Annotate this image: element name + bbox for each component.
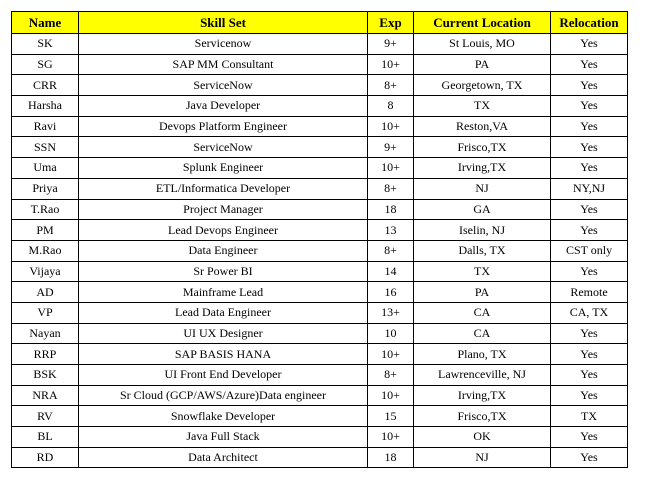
table-row: [12, 261, 628, 282]
name-cell: RV: [12, 406, 79, 427]
table-row: [12, 447, 628, 468]
table-row: [12, 54, 628, 75]
relocation-cell: CST only: [551, 240, 628, 261]
exp-cell: 10+: [368, 158, 414, 179]
relocation-cell: Yes: [551, 158, 628, 179]
current-location-cell: Plano, TX: [414, 344, 551, 365]
relocation-cell: Yes: [551, 365, 628, 386]
exp-cell: 14: [368, 261, 414, 282]
skill-set-cell: Lead Devops Engineer: [79, 220, 368, 241]
column-header-relocation: Relocation: [551, 12, 628, 34]
relocation-cell: Yes: [551, 54, 628, 75]
name-cell: PM: [12, 220, 79, 241]
exp-cell: 15: [368, 406, 414, 427]
current-location-cell: Frisco,TX: [414, 137, 551, 158]
skill-set-cell: Lead Data Engineer: [79, 302, 368, 323]
name-cell: Harsha: [12, 96, 79, 117]
name-cell: Nayan: [12, 323, 79, 344]
column-header-current-location: Current Location: [414, 12, 551, 34]
exp-cell: 9+: [368, 137, 414, 158]
table-row: [12, 282, 628, 303]
table-row: [12, 427, 628, 448]
relocation-cell: Yes: [551, 220, 628, 241]
exp-cell: 8+: [368, 240, 414, 261]
relocation-cell: Yes: [551, 323, 628, 344]
header-row: [12, 12, 628, 34]
skill-set-cell: Devops Platform Engineer: [79, 116, 368, 137]
table-row: [12, 406, 628, 427]
table-row: [12, 75, 628, 96]
table-row: [12, 385, 628, 406]
name-cell: AD: [12, 282, 79, 303]
table-row: [12, 344, 628, 365]
current-location-cell: PA: [414, 282, 551, 303]
table-row: [12, 116, 628, 137]
name-cell: RD: [12, 447, 79, 468]
relocation-cell: Yes: [551, 199, 628, 220]
relocation-cell: Yes: [551, 34, 628, 55]
exp-cell: 10+: [368, 344, 414, 365]
exp-cell: 13: [368, 220, 414, 241]
relocation-cell: NY,NJ: [551, 178, 628, 199]
table-row: [12, 365, 628, 386]
name-cell: VP: [12, 302, 79, 323]
table-container: [11, 11, 628, 468]
table-row: [12, 178, 628, 199]
skill-set-cell: ServiceNow: [79, 75, 368, 96]
candidate-table: [11, 11, 628, 468]
table-row: [12, 158, 628, 179]
relocation-cell: Yes: [551, 344, 628, 365]
skill-set-cell: Servicenow: [79, 34, 368, 55]
name-cell: NRA: [12, 385, 79, 406]
skill-set-cell: Data Architect: [79, 447, 368, 468]
current-location-cell: NJ: [414, 178, 551, 199]
current-location-cell: TX: [414, 261, 551, 282]
table-row: [12, 220, 628, 241]
skill-set-cell: Data Engineer: [79, 240, 368, 261]
exp-cell: 10: [368, 323, 414, 344]
skill-set-cell: SAP BASIS HANA: [79, 344, 368, 365]
current-location-cell: CA: [414, 302, 551, 323]
table-row: [12, 34, 628, 55]
exp-cell: 10+: [368, 385, 414, 406]
relocation-cell: Yes: [551, 75, 628, 96]
skill-set-cell: Java Developer: [79, 96, 368, 117]
skill-set-cell: UI UX Designer: [79, 323, 368, 344]
relocation-cell: Remote: [551, 282, 628, 303]
skill-set-cell: Splunk Engineer: [79, 158, 368, 179]
current-location-cell: Reston,VA: [414, 116, 551, 137]
skill-set-cell: Sr Cloud (GCP/AWS/Azure)Data engineer: [79, 385, 368, 406]
relocation-cell: Yes: [551, 96, 628, 117]
relocation-cell: Yes: [551, 385, 628, 406]
current-location-cell: Dalls, TX: [414, 240, 551, 261]
name-cell: SK: [12, 34, 79, 55]
exp-cell: 10+: [368, 54, 414, 75]
relocation-cell: Yes: [551, 137, 628, 158]
name-cell: Vijaya: [12, 261, 79, 282]
skill-set-cell: Sr Power BI: [79, 261, 368, 282]
current-location-cell: PA: [414, 54, 551, 75]
skill-set-cell: SAP MM Consultant: [79, 54, 368, 75]
name-cell: Uma: [12, 158, 79, 179]
exp-cell: 18: [368, 199, 414, 220]
name-cell: Ravi: [12, 116, 79, 137]
current-location-cell: Irving,TX: [414, 385, 551, 406]
name-cell: T.Rao: [12, 199, 79, 220]
current-location-cell: NJ: [414, 447, 551, 468]
current-location-cell: Irving,TX: [414, 158, 551, 179]
current-location-cell: Frisco,TX: [414, 406, 551, 427]
current-location-cell: Georgetown, TX: [414, 75, 551, 96]
name-cell: SG: [12, 54, 79, 75]
current-location-cell: St Louis, MO: [414, 34, 551, 55]
relocation-cell: Yes: [551, 447, 628, 468]
exp-cell: 8+: [368, 178, 414, 199]
table-row: [12, 302, 628, 323]
relocation-cell: Yes: [551, 261, 628, 282]
exp-cell: 10+: [368, 116, 414, 137]
exp-cell: 16: [368, 282, 414, 303]
skill-set-cell: ServiceNow: [79, 137, 368, 158]
relocation-cell: TX: [551, 406, 628, 427]
name-cell: SSN: [12, 137, 79, 158]
current-location-cell: GA: [414, 199, 551, 220]
skill-set-cell: UI Front End Developer: [79, 365, 368, 386]
name-cell: M.Rao: [12, 240, 79, 261]
current-location-cell: Iselin, NJ: [414, 220, 551, 241]
exp-cell: 18: [368, 447, 414, 468]
column-header-name: Name: [12, 12, 79, 34]
name-cell: BL: [12, 427, 79, 448]
name-cell: CRR: [12, 75, 79, 96]
column-header-exp: Exp: [368, 12, 414, 34]
column-header-skill-set: Skill Set: [79, 12, 368, 34]
table-row: [12, 323, 628, 344]
relocation-cell: CA, TX: [551, 302, 628, 323]
skill-set-cell: Mainframe Lead: [79, 282, 368, 303]
table-body: [12, 34, 628, 468]
skill-set-cell: Java Full Stack: [79, 427, 368, 448]
exp-cell: 8+: [368, 75, 414, 96]
name-cell: Priya: [12, 178, 79, 199]
current-location-cell: OK: [414, 427, 551, 448]
skill-set-cell: ETL/Informatica Developer: [79, 178, 368, 199]
current-location-cell: CA: [414, 323, 551, 344]
skill-set-cell: Project Manager: [79, 199, 368, 220]
current-location-cell: TX: [414, 96, 551, 117]
relocation-cell: Yes: [551, 427, 628, 448]
current-location-cell: Lawrenceville, NJ: [414, 365, 551, 386]
skill-set-cell: Snowflake Developer: [79, 406, 368, 427]
table-row: [12, 240, 628, 261]
table-row: [12, 96, 628, 117]
table-row: [12, 137, 628, 158]
relocation-cell: Yes: [551, 116, 628, 137]
table-row: [12, 199, 628, 220]
exp-cell: 8: [368, 96, 414, 117]
exp-cell: 8+: [368, 365, 414, 386]
exp-cell: 13+: [368, 302, 414, 323]
exp-cell: 10+: [368, 427, 414, 448]
name-cell: BSK: [12, 365, 79, 386]
name-cell: RRP: [12, 344, 79, 365]
exp-cell: 9+: [368, 34, 414, 55]
